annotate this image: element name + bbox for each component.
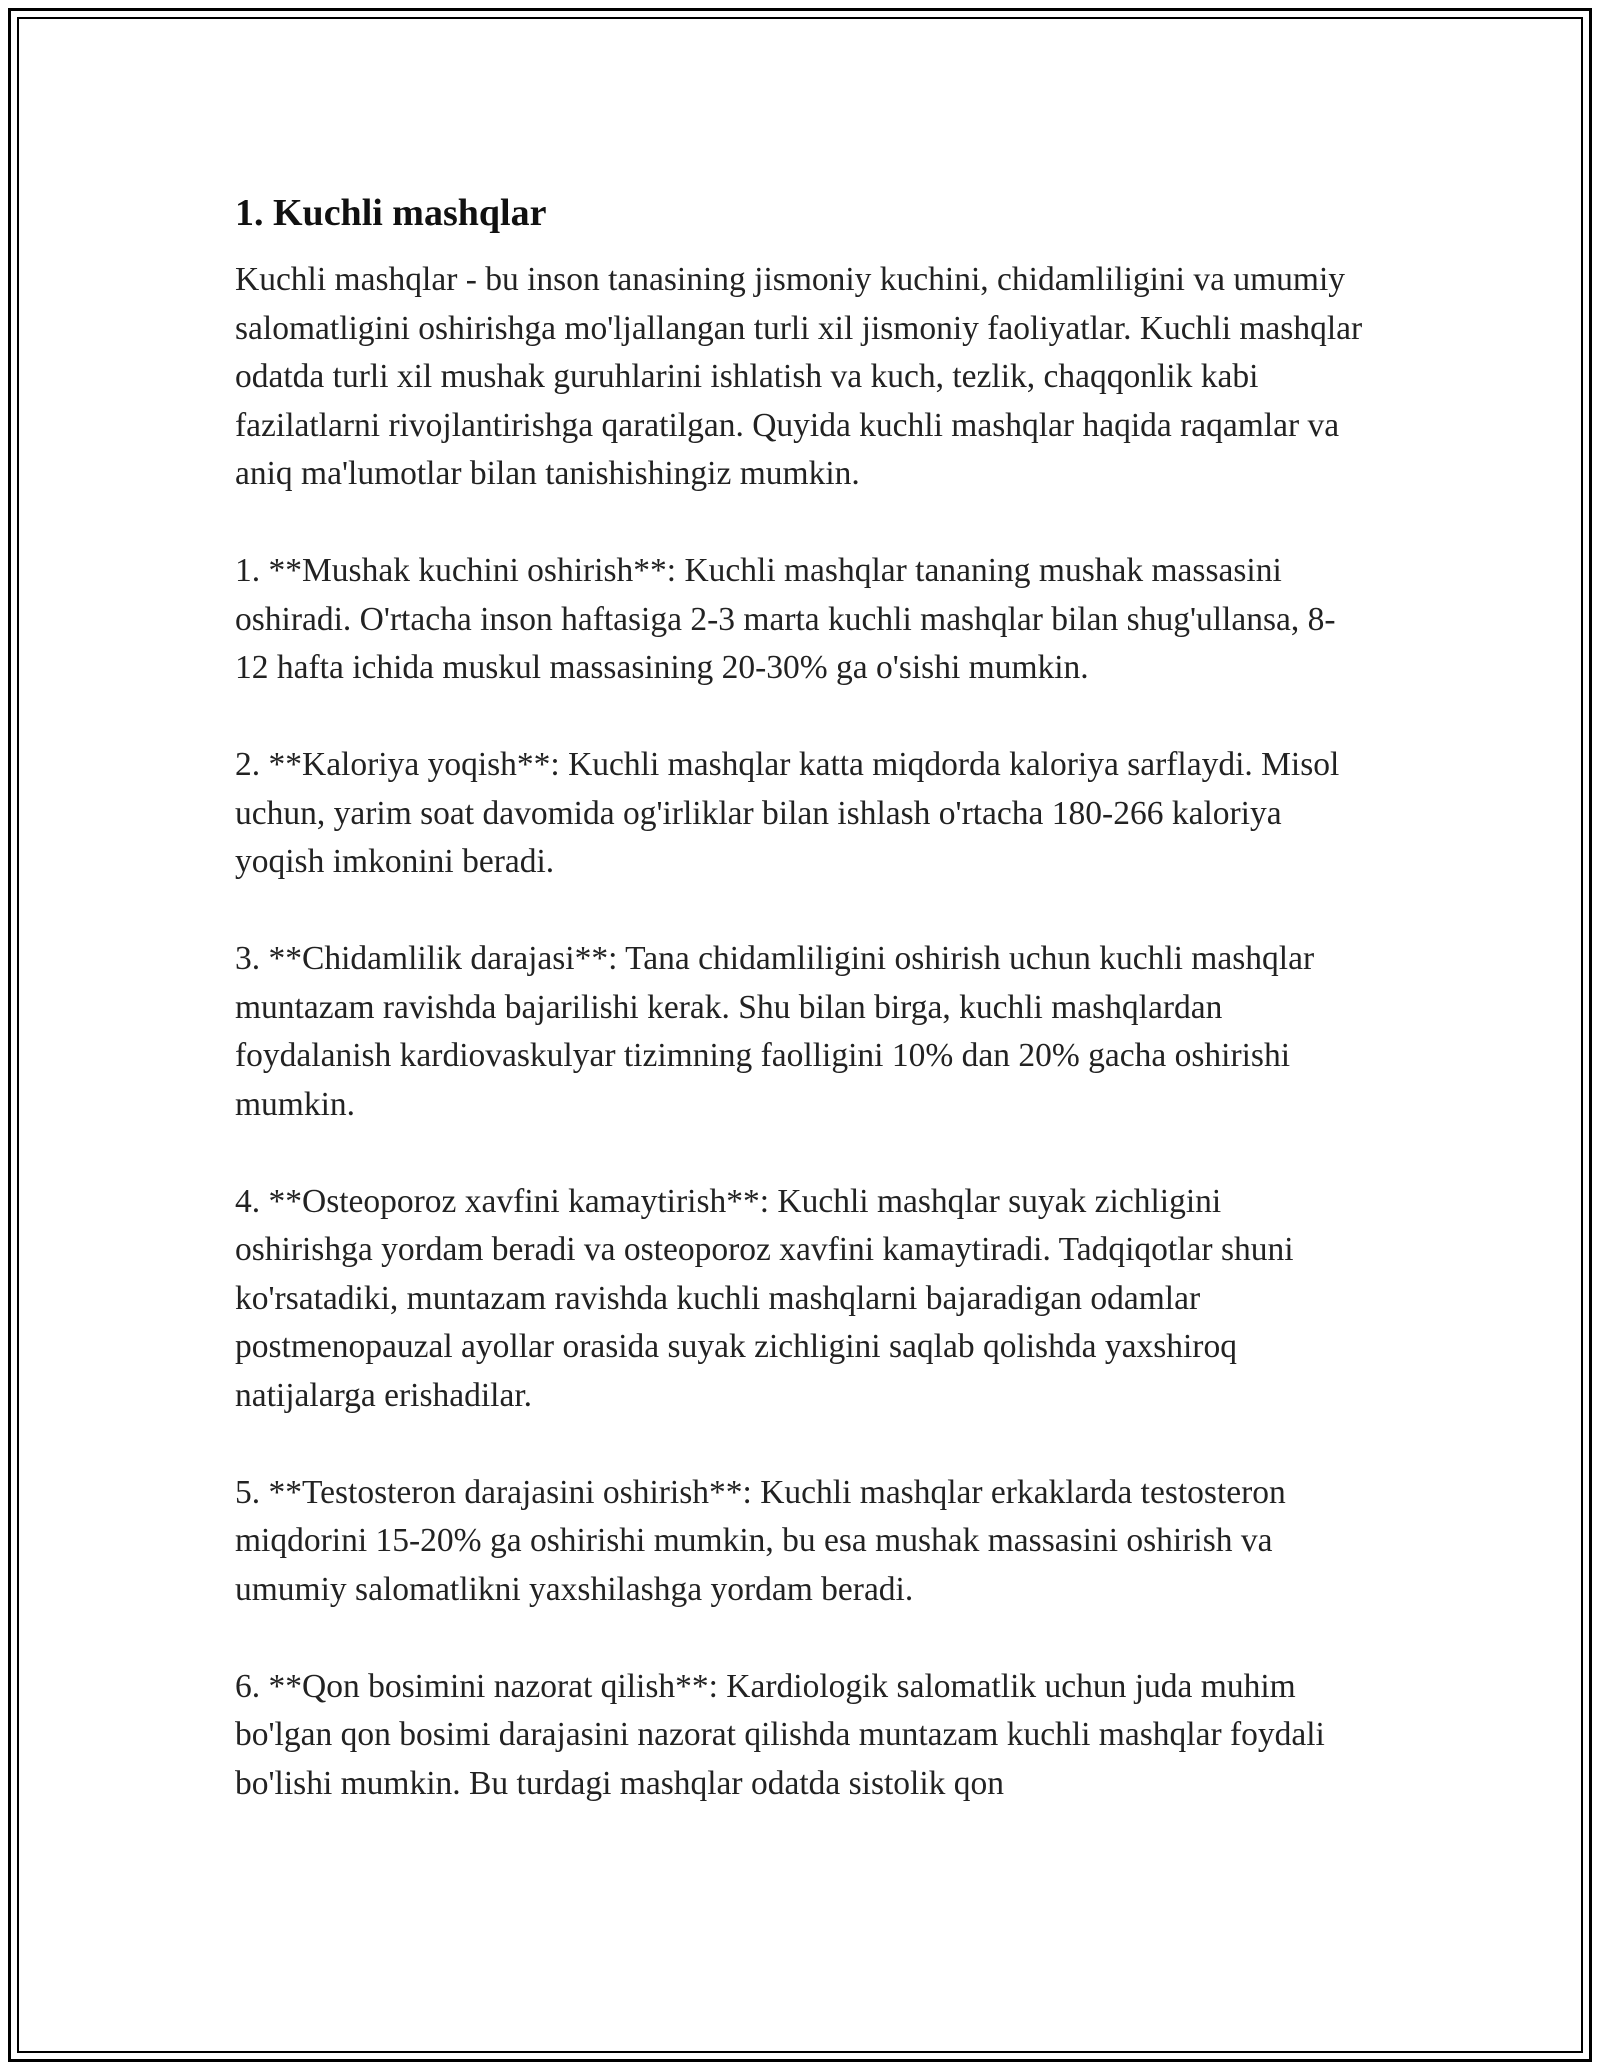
list-item-paragraph: 5. **Testosteron darajasini oshirish**: Kuchli mashqlar erkaklarda testosteron miqdorini 15-20% ga oshirishi mumkin, bu esa mushak massasini oshirish va umumiy salomatlikni yaxshilashga yordam beradi.: [235, 1473, 1286, 1608]
document-body: [235, 187, 1365, 1857]
list-item-paragraph: 2. **Kaloriya yoqish**: Kuchli mashqlar katta miqdorda kaloriya sarflaydi. Misol uchun, yarim soat davomida og'irliklar bilan ishlash o'rtacha 180-266 kaloriya yoqish imkonini beradi.: [235, 746, 1340, 880]
list-item-paragraph: 1. **Mushak kuchini oshirish**: Kuchli mashqlar tananing mushak massasini oshiradi. O'rtacha inson haftasiga 2-3 marta kuchli mashqlar bilan shug'ullansa, 8-12 hafta ichida muskul massasining 20-30% ga o'sishi mumkin.: [235, 552, 1336, 686]
list-item-paragraph: 6. **Qon bosimini nazorat qilish**: Kardiologik salomatlik uchun juda muhim bo'lgan qon bosimi darajasini nazorat qilishda muntazam kuchli mashqlar foydali bo'lishi mumkin. Bu turdagi mashqlar odatda sistolik qon: [235, 1667, 1325, 1802]
list-item-paragraph: 4. **Osteoporoz xavfini kamaytirish**: Kuchli mashqlar suyak zichligini oshirishga yordam beradi va osteoporoz xavfini kamaytiradi. Tadqiqotlar shuni ko'rsatadiki, muntazam ravishda kuchli mashqlarni bajaradigan odamlar postmenopauzal ayollar orasida suyak zichligini saqlab qolishda yaxshiroq natijalarga erishadilar.: [235, 1182, 1294, 1414]
section-heading: 1. Kuchli mashqlar: [235, 192, 547, 234]
intro-paragraph: Kuchli mashqlar - bu inson tanasining jismoniy kuchini, chidamliligini va umumiy salomatligini oshirishga mo'ljallangan turli xil jismoniy faoliyatlar. Kuchli mashqlar odatda turli xil mushak guruhlarini ishlatish va kuch, tezlik, chaqqonlik kabi fazilatlarni rivojlantirishga qaratilgan. Quyida kuchli mashqlar haqida raqamlar va aniq ma'lumotlar bilan tanishishingiz mumkin.: [235, 261, 1363, 492]
list-item-paragraph: 3. **Chidamlilik darajasi**: Tana chidamliligini oshirish uchun kuchli mashqlar muntazam ravishda bajarilishi kerak. Shu bilan birga, kuchli mashqlardan foydalanish kardiovaskulyar tizimning faolligini 10% dan 20% gacha oshirishi mumkin.: [235, 940, 1315, 1123]
